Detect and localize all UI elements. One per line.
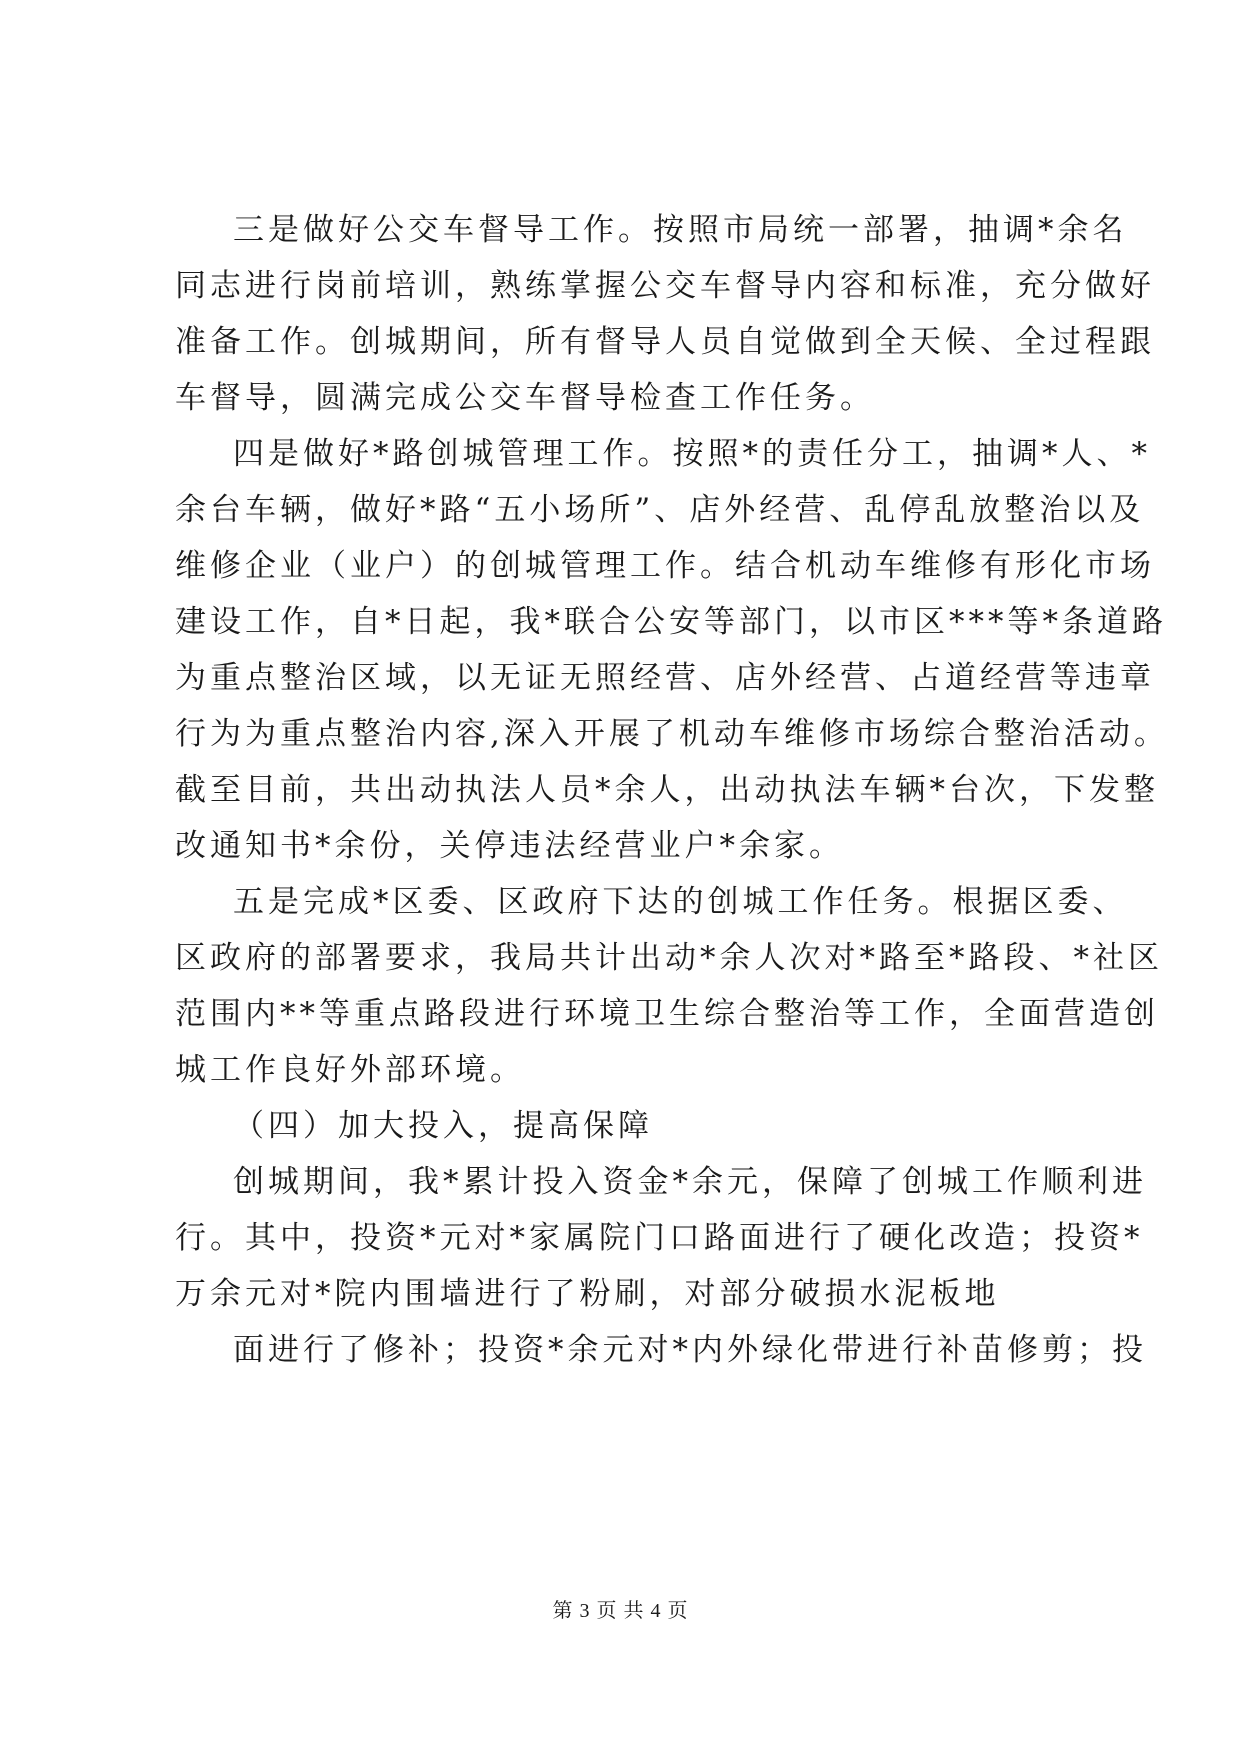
text-line: 为重点整治区域，以无证无照经营、店外经营、占道经营等违章 [175, 660, 1155, 696]
text-line: 截至目前，共出动执法人员*余人，出动执法车辆*台次，下发整 [175, 772, 1159, 808]
text-line: 车督导，圆满完成公交车督导检查工作任务。 [175, 380, 875, 416]
text-line: 建设工作，自*日起，我*联合公安等部门，以市区***等*条道路 [175, 604, 1167, 640]
text-line: 面进行了修补；投资*余元对*内外绿化带进行补苗修剪；投 [233, 1332, 1147, 1368]
text-line: 万余元对*院内围墙进行了粉刷，对部分破损水泥板地 [175, 1276, 1000, 1312]
text-line: 准备工作。创城期间，所有督导人员自觉做到全天候、全过程跟 [175, 324, 1155, 360]
text-line: 三是做好公交车督导工作。按照市局统一部署，抽调*余名 [233, 212, 1128, 248]
section-heading: （四）加大投入，提高保障 [233, 1108, 653, 1144]
text-line: 创城期间，我*累计投入资金*余元，保障了创城工作顺利进 [233, 1164, 1147, 1200]
text-line: 五是完成*区委、区政府下达的创城工作任务。根据区委、 [233, 884, 1128, 920]
text-line: 维修企业（业户）的创城管理工作。结合机动车维修有形化市场 [175, 548, 1155, 584]
text-line: 区政府的部署要求，我局共计出动*余人次对*路至*路段、*社区 [175, 940, 1163, 976]
text-line: 余台车辆，做好*路“五小场所”、店外经营、乱停乱放整治以及 [175, 492, 1145, 528]
text-line: 改通知书*余份，关停违法经营业户*余家。 [175, 828, 844, 864]
text-line: 同志进行岗前培训，熟练掌握公交车督导内容和标准，充分做好 [175, 268, 1155, 304]
text-line: 范围内**等重点路段进行环境卫生综合整治等工作，全面营造创 [175, 996, 1159, 1032]
page-number-footer: 第 3 页 共 4 页 [552, 1600, 689, 1622]
text-line: 四是做好*路创城管理工作。按照*的责任分工，抽调*人、* [233, 436, 1151, 472]
text-line: 行。其中，投资*元对*家属院门口路面进行了硬化改造；投资* [175, 1220, 1144, 1256]
text-line: 行为为重点整治内容,深入开展了机动车维修市场综合整治活动。 [175, 716, 1169, 752]
text-line: 城工作良好外部环境。 [175, 1052, 525, 1088]
